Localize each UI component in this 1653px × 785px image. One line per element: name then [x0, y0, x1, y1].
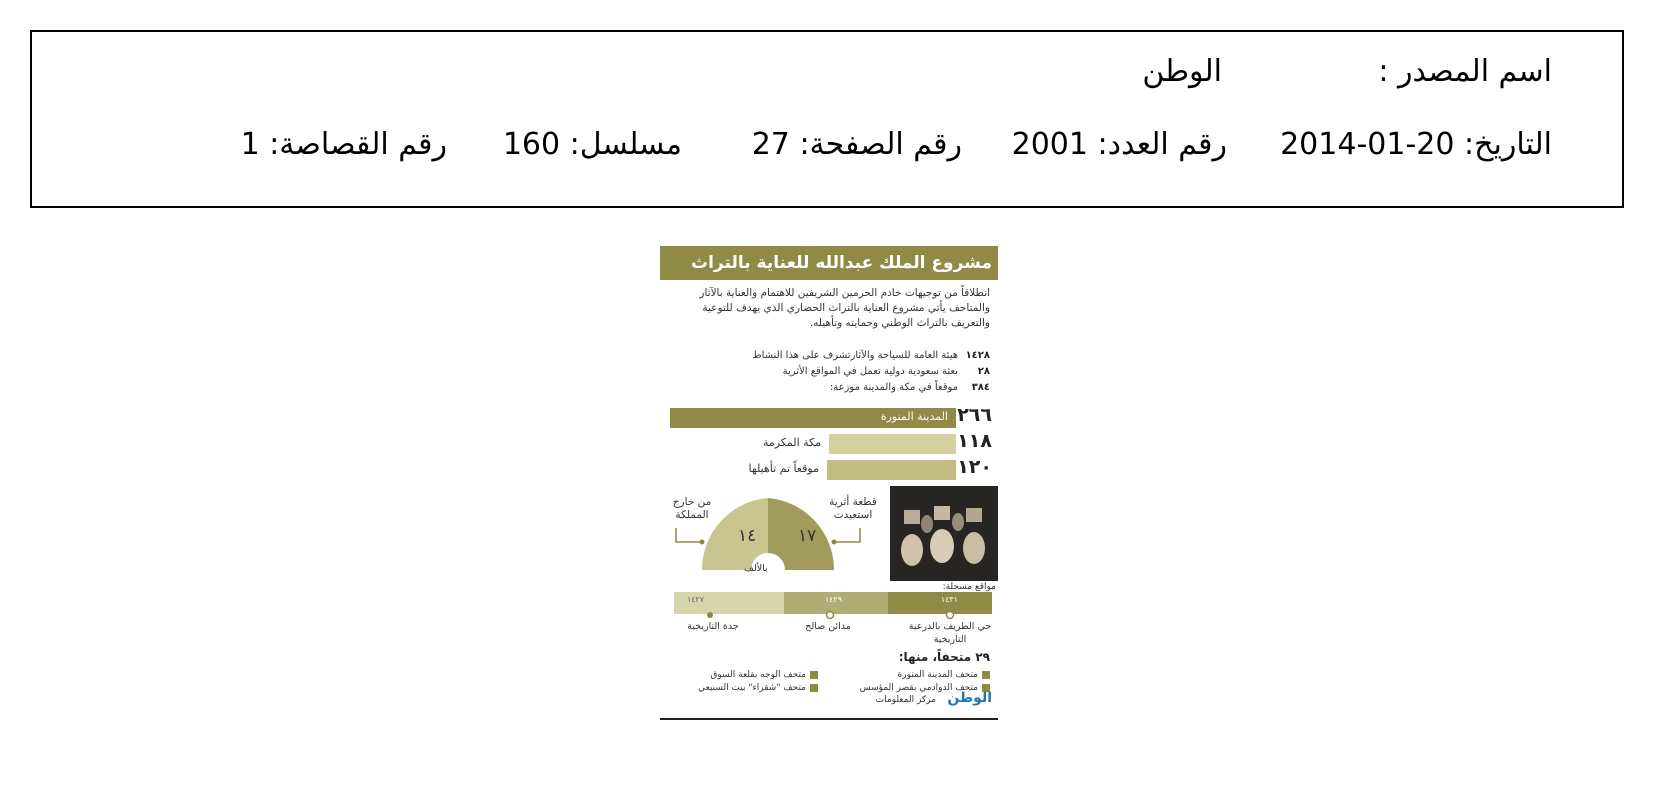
- fact-text: موقعاً في مكة والمدينة موزعة:: [829, 382, 958, 393]
- bar-label: المدينة المنورة: [880, 410, 948, 423]
- museum-name: متحف الوجه بقلعة السوق: [710, 670, 806, 680]
- gauge-left-label: من خارج المملكة: [672, 496, 712, 521]
- source-label: اسم المصدر :: [1378, 54, 1552, 89]
- source-value: الوطن: [1142, 54, 1222, 89]
- intro-paragraph: انطلاقاً من توجيهات خادم الحرمين الشريفين للاهتمام والعناية بالآثار والمتاحف يأتي مشروع العناية بالتراث الحضاري الذي يهدف للتوعية والتعريف بالتراث الوطني وحمايته وتأهيله.: [699, 287, 990, 329]
- fact-item: [830, 382, 990, 393]
- timeline-marker: [947, 612, 954, 619]
- issue-number-field: رقم العدد: 2001: [1011, 127, 1227, 162]
- bar-row: [660, 406, 998, 428]
- bar-row: [660, 432, 998, 454]
- museum-item: [710, 670, 818, 680]
- bar-label: موقعاً تم تأهيلها: [748, 462, 819, 475]
- timeline-caption: مدائن صالح: [805, 621, 851, 632]
- photo-caption: مواقع مسجلة:: [942, 582, 996, 592]
- fact-text: بعثة سعودية دولية تعمل في المواقع الأثرية: [782, 366, 958, 377]
- fact-number: ٢٨: [977, 366, 990, 377]
- timeline-caption: حي الطريف بالدرعية التاريخية: [908, 621, 992, 645]
- bar: [827, 460, 956, 480]
- gauge-dot-left: [700, 540, 705, 545]
- bar: [829, 434, 956, 454]
- gauge-left-value: ١٤: [738, 526, 757, 546]
- museum-item: [698, 683, 818, 693]
- bullet-square-icon: [810, 684, 818, 692]
- bar-row: [660, 458, 998, 480]
- fact-item: [783, 366, 990, 377]
- gauge-right-label: قطعة أثرية استعيدت: [829, 496, 877, 521]
- bar-number: ٢٦٦: [957, 404, 992, 426]
- bar-number: ١٢٠: [957, 456, 992, 478]
- museum-name: متحف المدينة المنورة: [897, 670, 978, 680]
- fact-number: ١٤٢٨: [965, 350, 990, 361]
- bullet-square-icon: [810, 671, 818, 679]
- clipping-title: مشروع الملك عبدالله للعناية بالتراث: [660, 246, 998, 280]
- gauge-leader-right: [834, 528, 860, 542]
- gauge-right-value: ١٧: [798, 526, 817, 546]
- museum-name: متحف "شقراء" بيت السبيعي: [698, 683, 806, 693]
- info-center-label: مركز المعلومات: [875, 695, 936, 705]
- date-field: التاريخ: 20-01-2014: [1280, 127, 1552, 162]
- museum-name: متحف الدوادمي بقصر المؤسس: [859, 683, 978, 693]
- timeline-year: ١٤٢٧: [686, 595, 704, 604]
- serial-field: مسلسل: 160: [502, 127, 682, 162]
- timeline-marker: [827, 612, 834, 619]
- museum-item: [898, 670, 990, 680]
- bottom-rule: [660, 718, 998, 720]
- clip-number-field: رقم القصاصة: 1: [240, 127, 447, 162]
- gauge-unit-label: بالألف: [744, 563, 768, 574]
- timeline-marker: [707, 612, 713, 618]
- gauge-leader-left: [676, 528, 702, 542]
- artifacts-photo-art: [890, 486, 998, 581]
- timeline-year: ١٤٢٩: [824, 595, 842, 604]
- fact-number: ٣٨٤: [971, 382, 990, 393]
- timeline-year: ١٤٣١: [940, 595, 958, 604]
- bar-label: مكة المكرمة: [762, 436, 821, 449]
- artifacts-photo: [890, 486, 998, 581]
- page-number-field: رقم الصفحة: 27: [751, 127, 962, 162]
- museums-title: ٢٩ متحفاً، منها:: [898, 650, 990, 664]
- fact-item: [752, 350, 990, 361]
- bullet-square-icon: [982, 671, 990, 679]
- alwatan-logo: الوطن: [947, 690, 992, 706]
- timeline-caption: جدة التاريخية: [687, 621, 739, 632]
- fact-text: هيئة العامة للسياحة والآثارتشرف على هذا النشاط: [752, 350, 958, 361]
- bar-number: ١١٨: [957, 430, 992, 452]
- metadata-header: [30, 30, 1624, 208]
- gauge-dot-right: [832, 540, 837, 545]
- newspaper-clipping: [660, 246, 998, 720]
